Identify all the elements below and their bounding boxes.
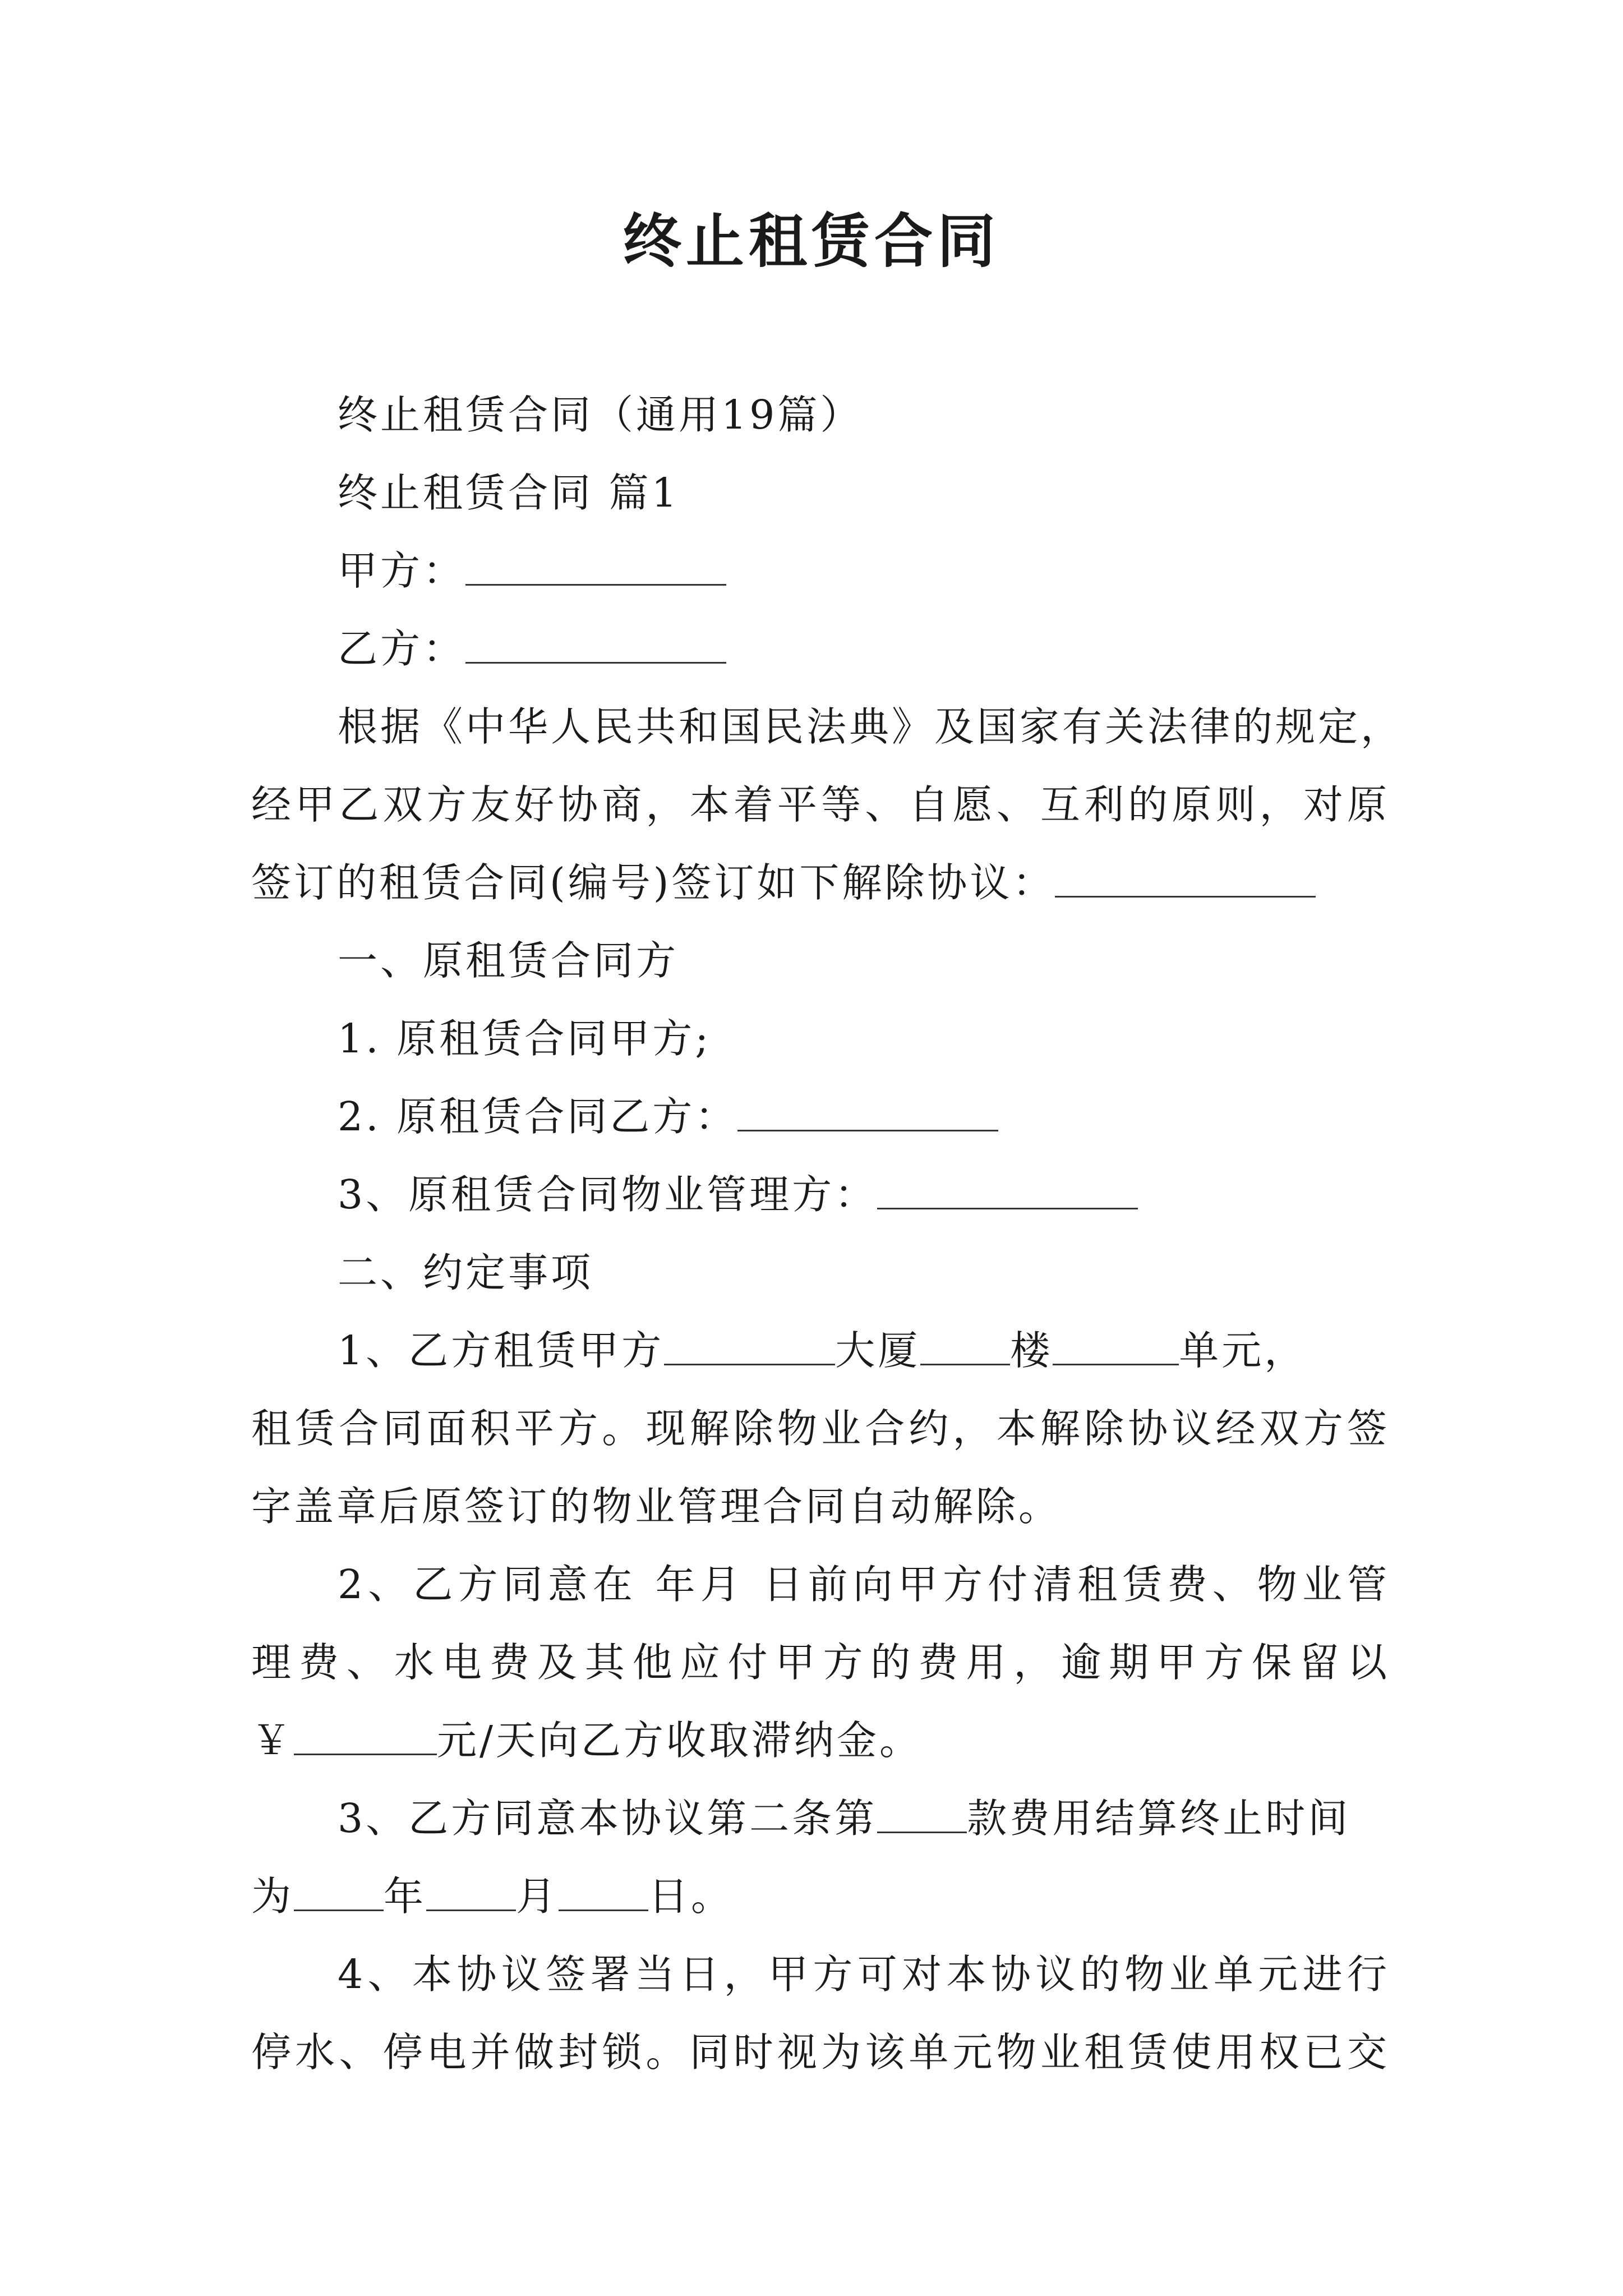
paragraph-line: 为 年 月 日。 (251, 1873, 734, 1920)
document-body (251, 376, 1404, 2091)
paragraph-line: 经甲乙双方友好协商，本着平等、自愿、互利的原则，对原 (251, 781, 1390, 828)
clause-heading: 二、约定事项 (338, 1249, 594, 1296)
clause-heading: 一、原租赁合同方 (338, 937, 679, 984)
paragraph-line: 字盖章后原签订的物业管理合同自动解除。 (251, 1483, 1062, 1530)
clause-item: 1. 原租赁合同甲方; (338, 1015, 712, 1062)
paragraph-line: 租赁合同面积平方。现解除物业合约，本解除协议经双方签 (251, 1405, 1390, 1452)
fill-blank (465, 628, 726, 664)
paragraph-line: ￥ 元/天向乙方收取滞纳金。 (251, 1717, 922, 1764)
fill-blank (465, 550, 726, 586)
fill-blank (1055, 862, 1316, 898)
fill-blank (877, 1798, 967, 1833)
fill-blank (877, 1174, 1138, 1209)
party-b-line: 乙方： (251, 610, 1390, 688)
fill-blank (294, 1720, 437, 1755)
paragraph-line: 根据《中华人民共和国民法典》及国家有关法律的规定， (338, 703, 1404, 750)
fill-blank (559, 1876, 648, 1911)
paragraph-line: 1、乙方租赁甲方 大厦 楼 单元， (338, 1327, 1307, 1374)
fill-blank (737, 1096, 998, 1131)
party-a-line: 甲方： (251, 532, 1390, 610)
fill-blank (920, 1330, 1010, 1365)
clause-item: 3、原租赁合同物业管理方： (251, 1156, 1390, 1234)
paragraph-line: 3、乙方同意本协议第二条第 款费用结算终止时间 (338, 1795, 1351, 1842)
paragraph-line: 4、本协议签署当日，甲方可对本协议的物业单元进行 (338, 1951, 1390, 1998)
subtitle: 终止租赁合同（通用19篇） (338, 392, 863, 438)
fill-blank (664, 1330, 835, 1365)
paragraph-line: 签订的租赁合同(编号)签订如下解除协议： (251, 844, 1390, 922)
paragraph-line: 停水、停电并做封锁。同时视为该单元物业租赁使用权已交 (251, 2029, 1390, 2076)
section-heading: 终止租赁合同 篇1 (338, 470, 680, 516)
document-title: 终止租赁合同 (623, 206, 1000, 275)
fill-blank (426, 1876, 516, 1911)
paragraph-line: 2、乙方同意在 年月 日前向甲方付清租赁费、物业管 (338, 1561, 1390, 1608)
fill-blank (1053, 1330, 1179, 1365)
clause-item: 2. 原租赁合同乙方： (251, 1078, 1390, 1156)
fill-blank (294, 1876, 384, 1911)
paragraph-line: 理费、水电费及其他应付甲方的费用，逾期甲方保留以 (251, 1639, 1390, 1686)
